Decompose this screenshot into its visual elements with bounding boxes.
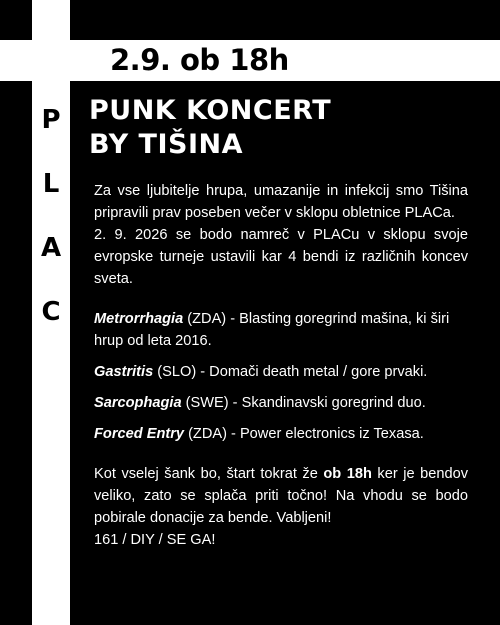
band-entry-gastritis [94,361,468,383]
band-entry-sarcophagia [94,392,468,414]
band-description: - Power electronics iz Texasa. [226,426,424,442]
band-description: - Skandinavski goregrind duo. [228,395,426,411]
band-name: Gastritis [94,364,154,380]
venue-letter-c: C [41,297,61,327]
event-title [89,94,489,162]
outro-text-2: ker je bendov veliko, zato se splača priti točno! Na vhodu se bodo pobirale donacije za bende. Vabljeni! [94,466,468,526]
venue-letter-p: P [41,105,61,135]
band-name: Metrorrhagia [94,311,184,327]
venue-letter-a: A [40,233,62,263]
band-description: - Blasting goregrind mašina, ki širi hrup od leta 2016. [94,311,450,349]
outro-start-time: ob 18h [323,466,372,482]
band-entry-forced-entry [94,423,468,445]
event-title-line-1: PUNK KONCERT [89,95,332,126]
band-origin: (ZDA) [184,426,227,442]
outro-text-1: Kot vselej šank bo, štart tokrat že [94,466,324,482]
event-description [94,180,468,551]
event-date: 2.9. ob 18h [110,43,289,77]
band-name: Forced Entry [94,426,185,442]
band-origin: (SWE) [181,395,229,411]
venue-letter-l: L [42,169,60,199]
vertical-venue-name [32,100,70,356]
band-entry-metrorrhagia [94,308,468,352]
band-origin: (SLO) [153,364,197,380]
band-description: - Domači death metal / gore prvaki. [196,364,428,380]
band-name: Sarcophagia [94,395,182,411]
footer-tagline: 161 / DIY / SE GA! [94,532,216,548]
band-origin: (ZDA) [183,311,227,327]
intro-paragraph-1: Za vse ljubitelje hrupa, umazanije in infekcij smo Tišina pripravili prav poseben večer v sklopu obletnice PLACa. [94,183,468,221]
intro-paragraph-2: 2. 9. 2026 se bodo namreč v PLACu v sklopu svoje evropske turneje ustavili kar 4 bendi iz različnih koncev sveta. [94,227,468,287]
event-title-line-2: BY TIŠINA [89,129,244,160]
outro-paragraph [94,463,468,529]
